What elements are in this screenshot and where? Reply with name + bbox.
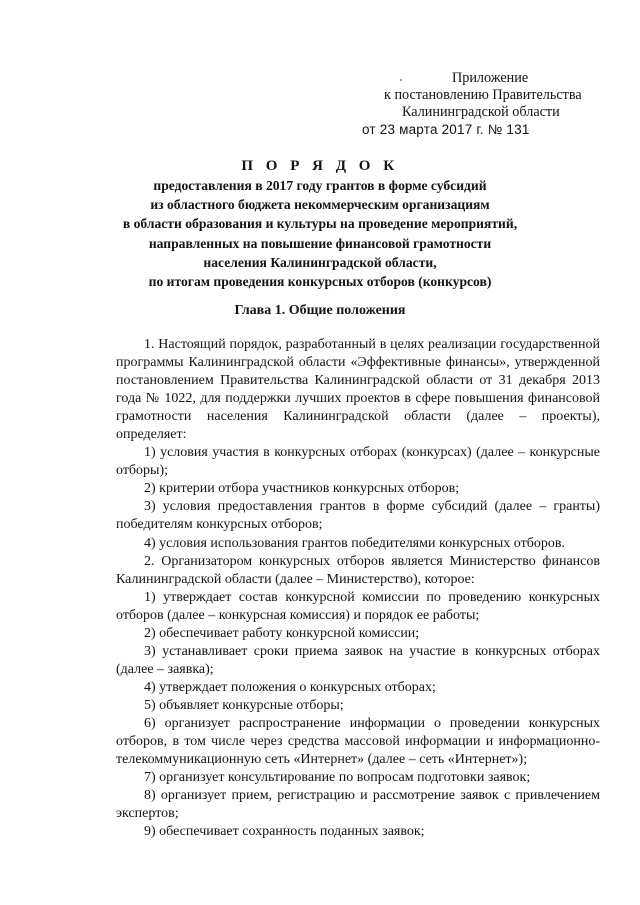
document-body: [116, 336, 600, 841]
list-item: 1) условия участия в конкурсных отборах (конкурсах) (далее – конкурсные отборы);: [116, 445, 600, 479]
list-item: 3) условия предоставления грантов в форме субсидий (далее – гранты) победителям конкурсных отборов;: [116, 499, 600, 533]
title-line: в области образования и культуры на проведение мероприятий,: [122, 216, 518, 232]
document-title: [100, 157, 540, 291]
paragraph: 2. Организатором конкурсных отборов является Министерство финансов Калининградской области (далее – Министерство), которое:: [116, 553, 600, 587]
list-item: 2) обеспечивает работу конкурсной комиссии;: [144, 625, 420, 641]
list-item: 6) организует распространение информации о проведении конкурсных отборов, в том числе через средства массовой информации и информационно-телекоммуникационную сеть «Интернет» (далее – сеть «Интернет»);: [116, 715, 600, 768]
appendix-date-number: от 23 марта 2017 г. № 131: [362, 122, 530, 137]
title-line: направленных на повышение финансовой грамотности: [148, 235, 492, 251]
title-line: предоставления в 2017 году грантов в форме субсидий: [153, 178, 487, 193]
list-item: 4) утверждает положения о конкурсных отборах;: [144, 679, 436, 695]
list-item: 3) устанавливает сроки приема заявок на участие в конкурсных отборах (далее – заявка);: [116, 643, 600, 677]
list-item: 5) объявляет конкурсные отборы;: [144, 697, 344, 713]
list-item: 1) утверждает состав конкурсной комиссии по проведению конкурсных отборов (далее – конкурсная комиссия) и порядок ее работы;: [116, 589, 600, 623]
title-line: по итогам проведения конкурсных отборов (конкурсов): [148, 274, 492, 290]
appendix-block: [362, 70, 624, 138]
title-line: населения Калининградской области,: [203, 254, 437, 270]
appendix-reference: к постановлению Правительства: [384, 87, 582, 103]
list-item: 8) организует прием, регистрацию и рассмотрение заявок с привлечением экспертов;: [116, 788, 600, 822]
title-line: из областного бюджета некоммерческим организациям: [150, 197, 490, 213]
list-item: 2) критерии отбора участников конкурсных отборов;: [144, 481, 460, 497]
appendix-title: Приложение: [452, 70, 529, 86]
chapter-heading: Глава 1. Общие положения: [234, 303, 406, 318]
list-item: 7) организует консультирование по вопросам подготовки заявок;: [144, 770, 531, 786]
list-item: 9) обеспечивает сохранность поданных заявок;: [144, 824, 425, 840]
paragraph: 1. Настоящий порядок, разработанный в целях реализации государственной программы Калининградской области «Эффективные финансы», утвержденной постановлением Правительства Калининградской области от 31 декабря 2013 года № 1022, для поддержки лучших проектов в сфере повышения финансовой грамотности населения Калининградской области (далее – проекты), определяет:: [116, 337, 600, 443]
appendix-region: Калининградской области: [402, 104, 560, 120]
title-heading: П О Р Я Д О К: [241, 158, 399, 174]
list-item: 4) условия использования грантов победителями конкурсных отборов.: [144, 535, 565, 551]
